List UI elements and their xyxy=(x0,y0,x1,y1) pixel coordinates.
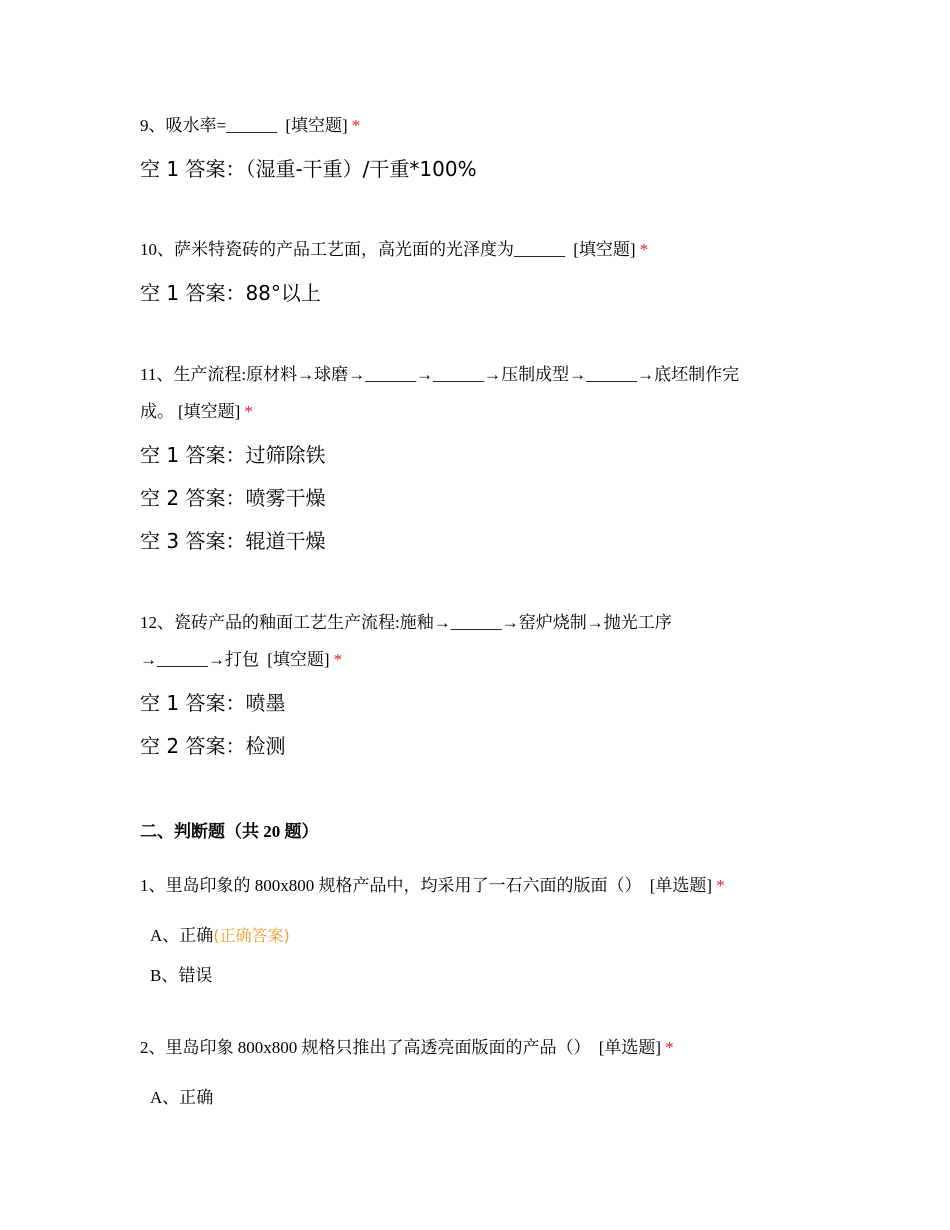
question-type-tag: [填空题] xyxy=(573,240,636,259)
question-text: 11、生产流程:原材料→球磨→______→______→压制成型→______→底坯制作完 xyxy=(140,365,740,384)
answer-value: 88°以上 xyxy=(245,281,321,305)
question-9 xyxy=(140,107,360,144)
required-mark: * xyxy=(333,650,343,669)
answer-value: 喷雾干燥 xyxy=(245,486,326,510)
answer-label: 空 2 答案： xyxy=(140,486,246,510)
answer-value: 喷墨 xyxy=(245,691,286,715)
answer-line xyxy=(140,482,325,511)
question-text: 10、萨米特瓷砖的产品工艺面，高光面的光泽度为______ xyxy=(140,240,570,259)
question-text: 12、瓷砖产品的釉面工艺生产流程:施釉→______→窑炉烧制→抛光工序 xyxy=(140,613,672,632)
question-text: 成。 xyxy=(140,402,174,421)
required-mark: * xyxy=(351,116,361,135)
question-11-line-2 xyxy=(140,393,253,430)
option-label: A、正确 xyxy=(150,1088,214,1107)
question-type-tag: [填空题] xyxy=(267,650,330,669)
answer-line xyxy=(140,730,285,759)
question-text: 9、吸水率=______ xyxy=(140,116,282,135)
required-mark: * xyxy=(244,402,253,421)
option-label: A、正确 xyxy=(150,926,214,945)
judgment-question-2 xyxy=(140,1029,674,1066)
question-11-line-1 xyxy=(140,356,739,393)
option-a xyxy=(150,1083,213,1108)
question-10 xyxy=(140,231,648,268)
question-type-tag: [单选题] xyxy=(598,1038,662,1057)
required-mark: * xyxy=(716,876,725,895)
question-12-line-2 xyxy=(140,641,342,678)
answer-label: 空 2 答案： xyxy=(140,734,246,758)
answer-line xyxy=(140,687,285,716)
answer-value: 辊道干燥 xyxy=(245,529,326,553)
correct-answer-hint: (正确答案) xyxy=(213,926,290,945)
answer-value: （湿重-干重）/干重*100% xyxy=(245,157,477,181)
answer-label: 空 1 答案： xyxy=(140,691,246,715)
option-a xyxy=(150,921,290,946)
required-mark: * xyxy=(639,240,649,259)
answer-value: 过筛除铁 xyxy=(245,443,326,467)
section-title: 二、判断题（共 20 题） xyxy=(140,822,319,841)
question-text: 2、里岛印象 800x800 规格只推出了高透亮面版面的产品（） xyxy=(140,1038,595,1057)
required-mark: * xyxy=(665,1038,674,1057)
question-text: →______→打包 xyxy=(140,650,264,669)
option-b xyxy=(150,961,212,986)
question-12-line-1 xyxy=(140,604,672,641)
answer-value: 检测 xyxy=(245,734,286,758)
answer-label: 空 1 答案： xyxy=(140,281,246,305)
question-type-tag: [填空题] xyxy=(285,116,348,135)
answer-label: 空 3 答案： xyxy=(140,529,246,553)
answer-line xyxy=(140,277,321,306)
question-text: 1、里岛印象的 800x800 规格产品中，均采用了一石六面的版面（） xyxy=(140,876,646,895)
answer-label: 空 1 答案： xyxy=(140,157,246,181)
answer-line xyxy=(140,153,477,182)
judgment-question-1 xyxy=(140,867,725,904)
question-type-tag: [单选题] xyxy=(649,876,713,895)
answer-label: 空 1 答案： xyxy=(140,443,246,467)
answer-line xyxy=(140,439,325,468)
answer-line xyxy=(140,525,325,554)
option-label: B、错误 xyxy=(150,966,213,985)
question-type-tag: [填空题] xyxy=(178,402,241,421)
